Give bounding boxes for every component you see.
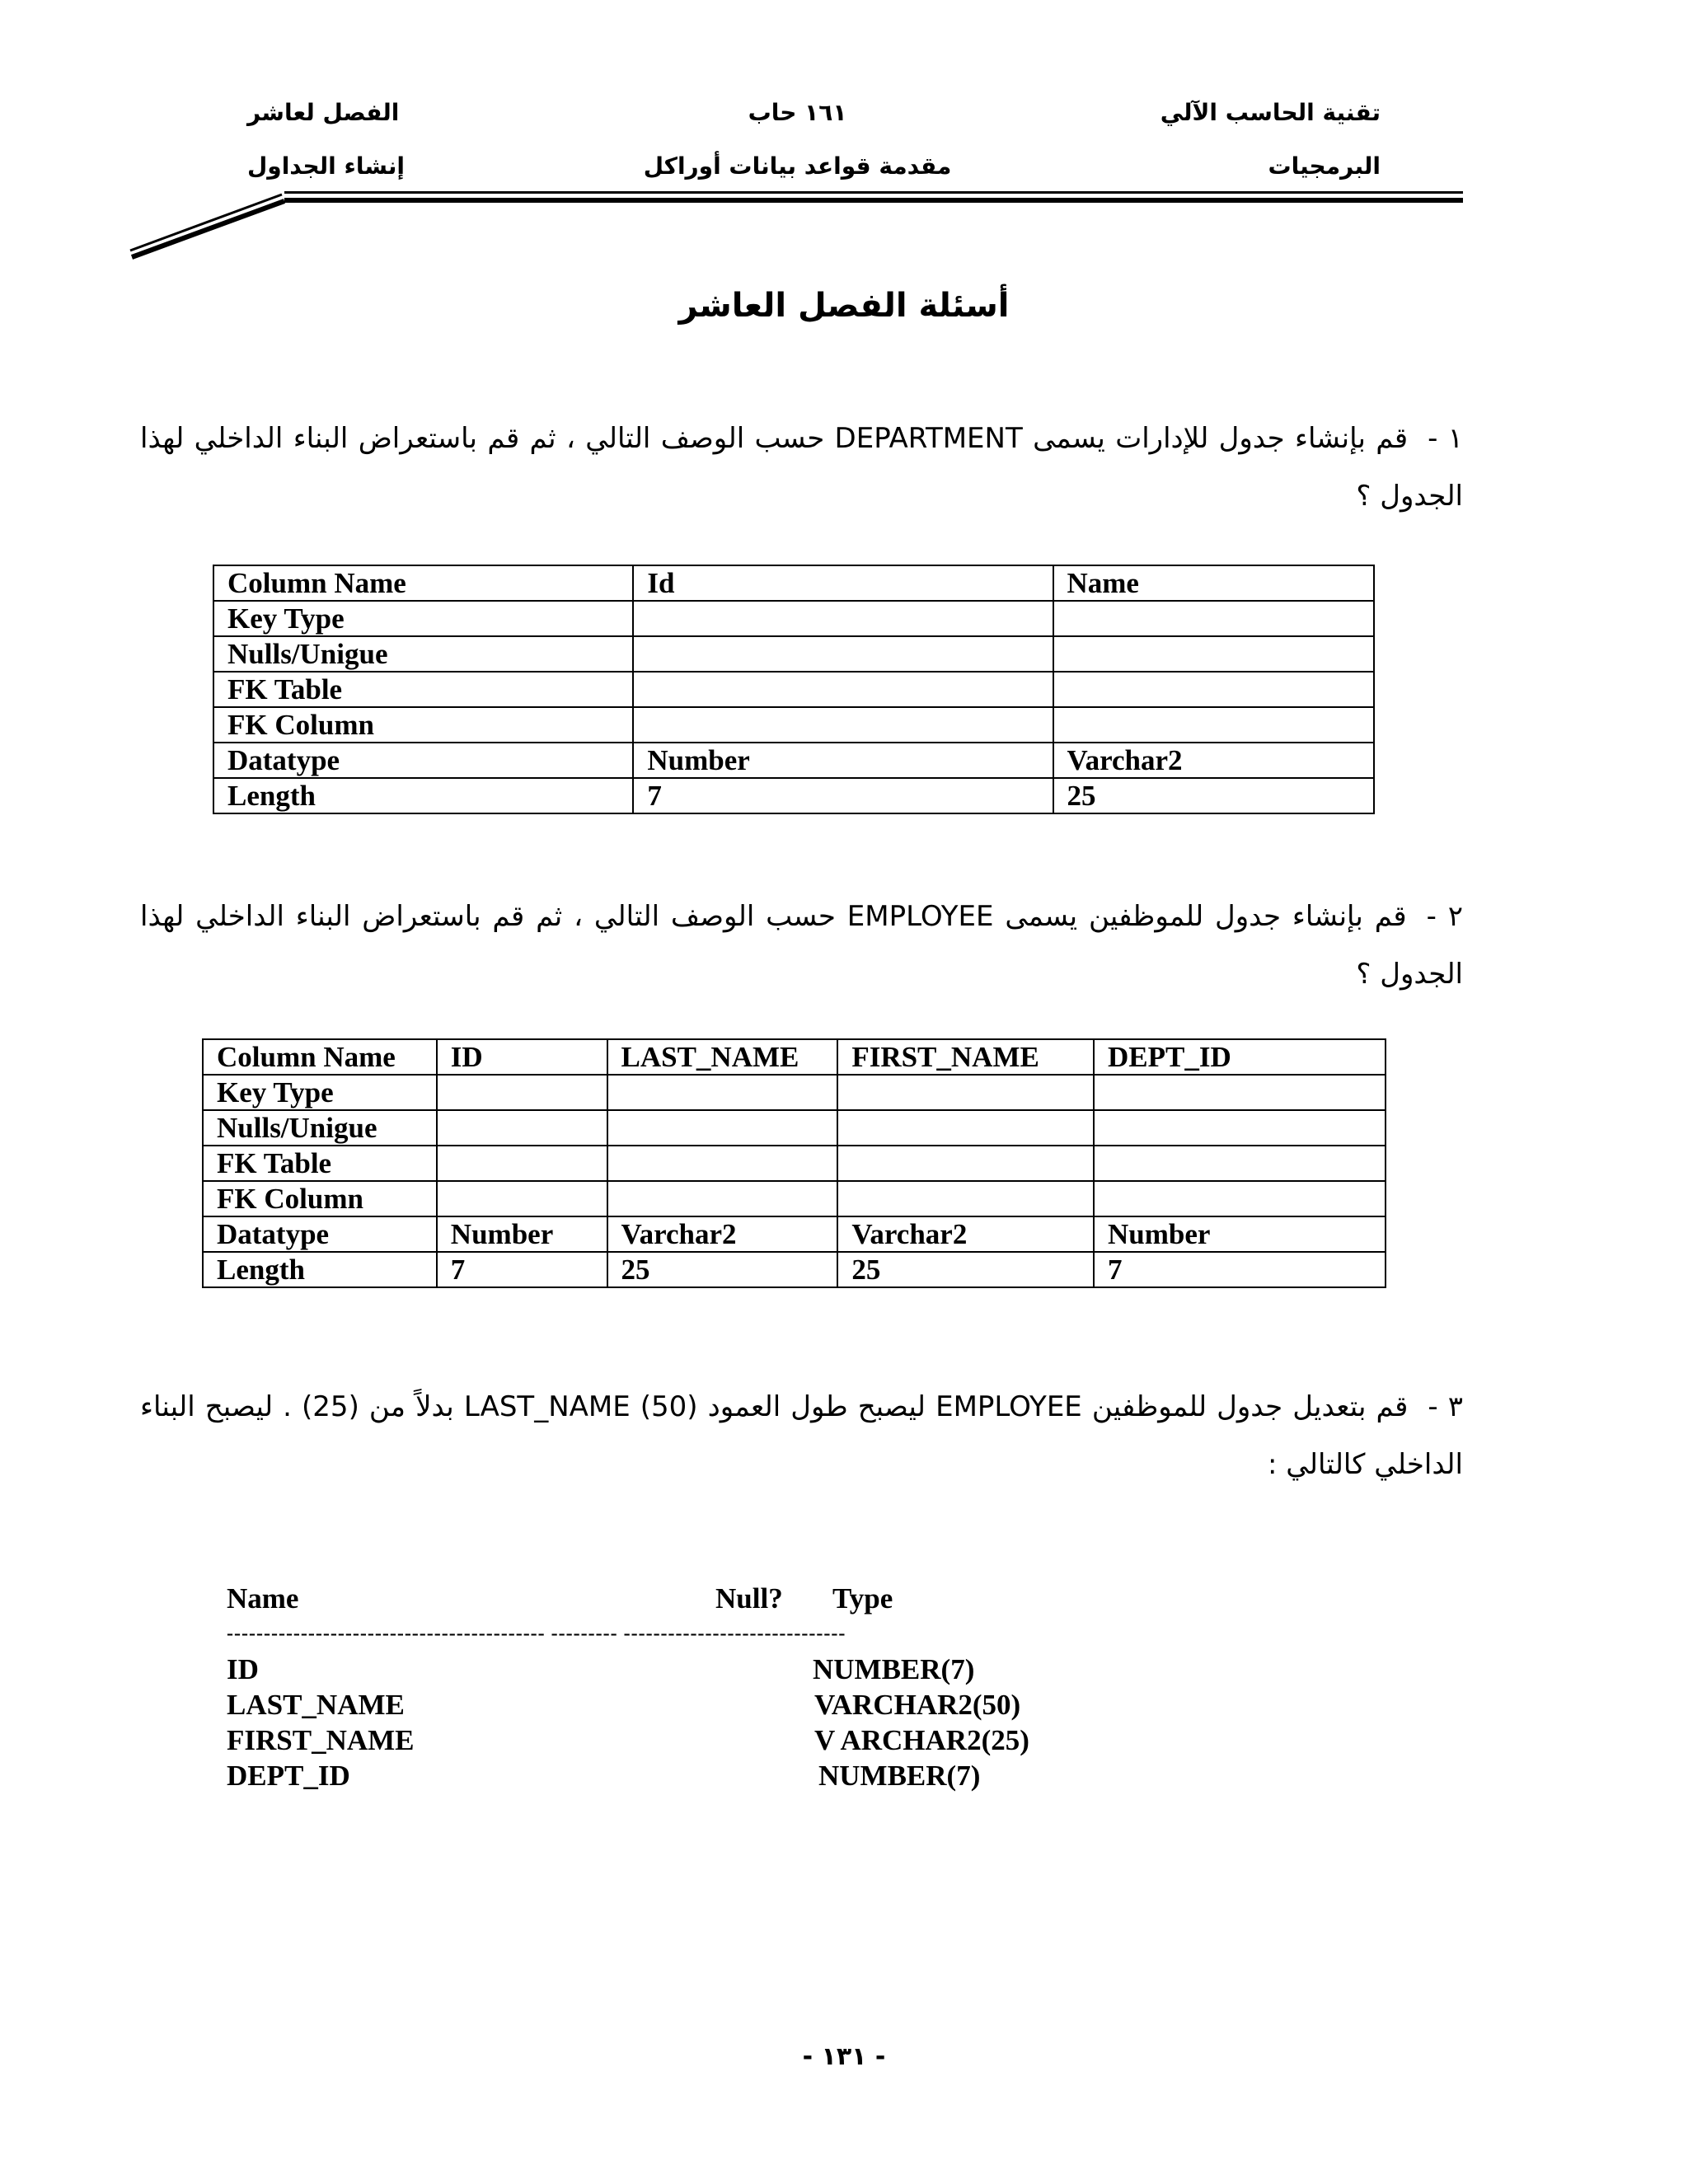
table-cell	[837, 1146, 1094, 1181]
question-1	[140, 410, 1463, 525]
column-type: VARCHAR2(50)	[814, 1689, 1021, 1721]
table-cell: Length	[203, 1252, 437, 1287]
table-cell	[607, 1110, 838, 1146]
column-name: DEPT_ID	[227, 1760, 350, 1792]
table-row	[213, 672, 1374, 707]
table-cell	[633, 672, 1053, 707]
table-row	[203, 1110, 1386, 1146]
question-text: قم بإنشاء جدول للموظفين يسمى EMPLOYEE حسب الوصف التالي ، ثم قم باستعراض البناء الداخلي لهذا الجدول ؟	[140, 900, 1463, 991]
header-chapter: الفصل لعاشر	[247, 99, 400, 126]
header-department: البرمجيات	[1268, 152, 1381, 180]
question-number: ١ -	[1428, 422, 1464, 455]
header-rule-thick	[284, 198, 1463, 203]
table-row	[213, 743, 1374, 778]
page-title: أسئلة الفصل العاشر	[678, 287, 1010, 325]
column-type: V ARCHAR2(25)	[814, 1724, 1029, 1756]
table-row	[213, 601, 1374, 636]
table-cell	[1053, 672, 1375, 707]
table-cell	[1053, 601, 1375, 636]
question-number: ٣ -	[1428, 1390, 1463, 1423]
table-cell: FK Table	[213, 672, 633, 707]
table-cell: DEPT_ID	[1094, 1039, 1386, 1075]
table-cell	[633, 636, 1053, 672]
header-rule-thin	[284, 191, 1463, 194]
table-cell: Number	[437, 1216, 607, 1252]
describe-separator: ------------------------------------------- --------- ------------------------------	[227, 1623, 846, 1644]
table-cell	[437, 1146, 607, 1181]
table-cell: 7	[633, 778, 1053, 813]
column-header-null: Null?	[715, 1582, 783, 1615]
column-type: NUMBER(7)	[818, 1760, 981, 1792]
page-header	[132, 99, 1463, 260]
column-header-name: Name	[227, 1582, 299, 1615]
describe-output	[227, 1581, 1216, 1793]
describe-row	[227, 1687, 1216, 1722]
table-cell	[1094, 1181, 1386, 1216]
table-cell: Key Type	[213, 601, 633, 636]
column-name: LAST_NAME	[227, 1689, 405, 1721]
question-number: ٢ -	[1426, 900, 1463, 933]
table-cell	[837, 1110, 1094, 1146]
table-cell: Datatype	[213, 743, 633, 778]
table-cell: FK Table	[203, 1146, 437, 1181]
table-cell: 7	[1094, 1252, 1386, 1287]
table-row	[203, 1252, 1386, 1287]
table-cell: Nulls/Unigue	[213, 636, 633, 672]
header-course-code: ١٦١ حاب	[748, 99, 847, 126]
table-cell	[607, 1146, 838, 1181]
table-cell	[837, 1181, 1094, 1216]
column-type: NUMBER(7)	[813, 1653, 975, 1685]
table-cell: Key Type	[203, 1075, 437, 1110]
table-cell	[437, 1181, 607, 1216]
page-number: - ١٣١ -	[802, 2042, 886, 2071]
table-cell	[437, 1075, 607, 1110]
table-cell	[1053, 636, 1375, 672]
header-diagonal-rule	[124, 190, 305, 264]
table-row	[213, 707, 1374, 743]
table-cell: FK Column	[203, 1181, 437, 1216]
table-cell: FIRST_NAME	[837, 1039, 1094, 1075]
table-row	[213, 565, 1374, 601]
table-row	[213, 636, 1374, 672]
describe-row	[227, 1722, 1216, 1758]
table-cell: Nulls/Unigue	[203, 1110, 437, 1146]
describe-header-row	[227, 1581, 1216, 1616]
table-cell	[607, 1181, 838, 1216]
table-cell: Id	[633, 565, 1053, 601]
table-cell: LAST_NAME	[607, 1039, 838, 1075]
table-row	[203, 1181, 1386, 1216]
table-cell: Column Name	[213, 565, 633, 601]
table-row	[203, 1146, 1386, 1181]
table-row	[203, 1075, 1386, 1110]
table-row	[203, 1039, 1386, 1075]
header-chapter-title: إنشاء الجداول	[247, 152, 405, 180]
employee-table	[202, 1038, 1386, 1288]
table-cell: Varchar2	[1053, 743, 1375, 778]
table-row	[203, 1216, 1386, 1252]
column-name: FIRST_NAME	[227, 1724, 415, 1756]
table-cell: Varchar2	[607, 1216, 838, 1252]
header-bottom-row	[132, 152, 1463, 185]
table-cell	[1094, 1146, 1386, 1181]
table-cell	[633, 601, 1053, 636]
question-text: قم بإنشاء جدول للإدارات يسمى DEPARTMENT حسب الوصف التالي ، ثم قم باستعراض البناء الداخلي لهذا الجدول ؟	[140, 422, 1463, 513]
question-text: قم بتعديل جدول للموظفين EMPLOYEE ليصبح طول العمود LAST_NAME (50) بدلاً من (25) . ليصبح البناء الداخلي كالتالي :	[140, 1390, 1463, 1481]
table-cell	[437, 1110, 607, 1146]
column-header-type: Type	[832, 1582, 893, 1615]
table-cell: ID	[437, 1039, 607, 1075]
table-cell: Name	[1053, 565, 1375, 601]
table-cell: Length	[213, 778, 633, 813]
table-cell	[1094, 1110, 1386, 1146]
table-cell: 25	[837, 1252, 1094, 1287]
table-cell	[1053, 707, 1375, 743]
table-cell	[633, 707, 1053, 743]
header-top-row	[132, 99, 1463, 132]
table-cell	[1094, 1075, 1386, 1110]
header-course-title: تقنية الحاسب الآلي	[1160, 99, 1381, 126]
column-name: ID	[227, 1653, 259, 1685]
table-cell: Datatype	[203, 1216, 437, 1252]
describe-row	[227, 1652, 1216, 1687]
department-table	[213, 565, 1375, 814]
header-book-title: مقدمة قواعد بيانات أوراكل	[643, 152, 952, 180]
table-cell	[607, 1075, 838, 1110]
table-row	[213, 778, 1374, 813]
question-2	[140, 888, 1463, 1003]
table-cell: Column Name	[203, 1039, 437, 1075]
table-cell: Number	[1094, 1216, 1386, 1252]
table-cell: 25	[1053, 778, 1375, 813]
question-3	[140, 1378, 1463, 1493]
table-cell: FK Column	[213, 707, 633, 743]
table-cell	[837, 1075, 1094, 1110]
table-cell: 7	[437, 1252, 607, 1287]
table-cell: Varchar2	[837, 1216, 1094, 1252]
table-cell: 25	[607, 1252, 838, 1287]
table-cell: Number	[633, 743, 1053, 778]
describe-row	[227, 1758, 1216, 1793]
